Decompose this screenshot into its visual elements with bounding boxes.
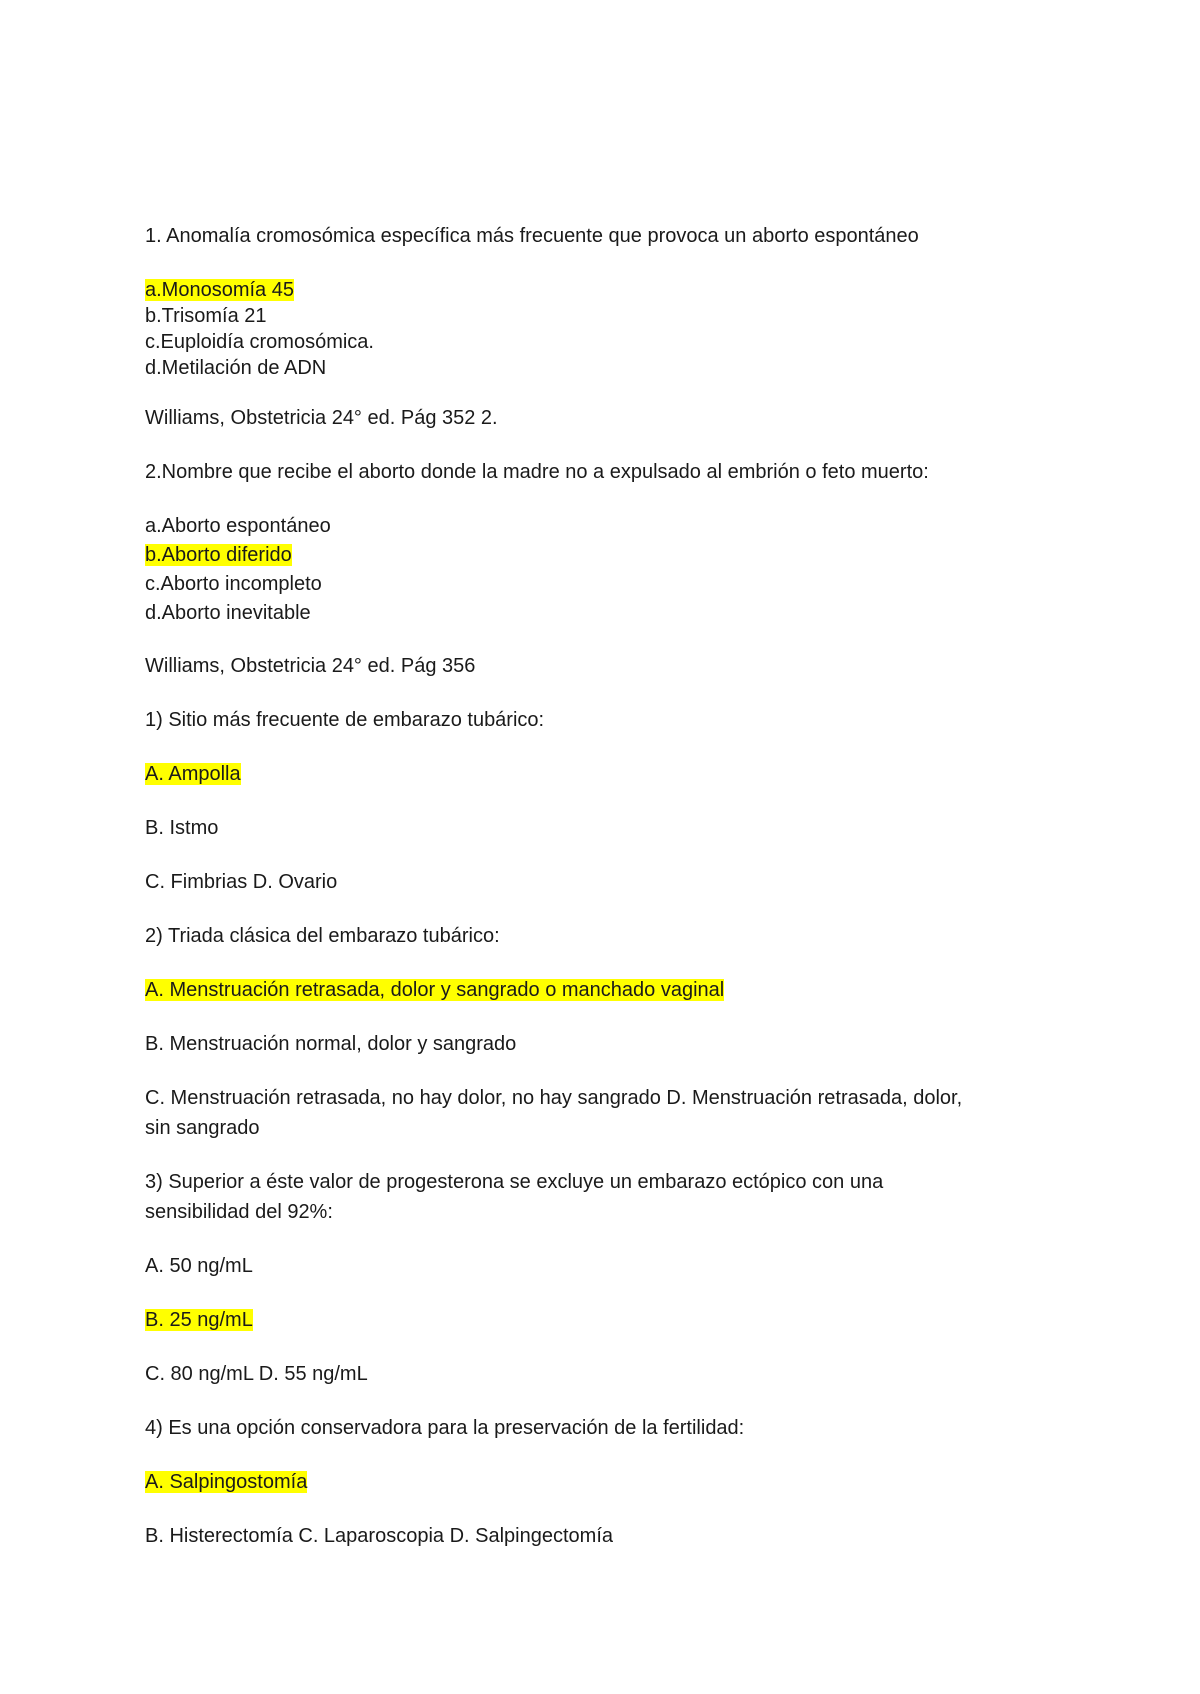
question-4-text: 2) Triada clásica del embarazo tubárico:: [145, 925, 500, 947]
question-4-option-cd-line2: sin sangrado: [145, 1117, 260, 1139]
question-4-option-b: B. Menstruación normal, dolor y sangrado: [145, 1033, 517, 1055]
question-1-option-d: d.Metilación de ADN: [145, 357, 327, 379]
question-1-option-a-correct: a.Monosomía 45: [145, 279, 294, 301]
question-3-option-b: B. Istmo: [145, 817, 219, 839]
question-3-option-cd: C. Fimbrias D. Ovario: [145, 871, 338, 893]
question-5-option-b-correct: B. 25 ng/mL: [145, 1309, 253, 1331]
question-4-option-cd-line1: C. Menstruación retrasada, no hay dolor, no hay sangrado D. Menstruación retrasada, dolor,: [145, 1087, 963, 1109]
question-5-text-line2: sensibilidad del 92%:: [145, 1201, 333, 1223]
question-5-text-line1: 3) Superior a éste valor de progesterona se excluye un embarazo ectópico con una: [145, 1171, 884, 1193]
question-2-option-a: a.Aborto espontáneo: [145, 515, 331, 537]
question-4-option-a-correct: A. Menstruación retrasada, dolor y sangrado o manchado vaginal: [145, 979, 725, 1001]
question-1-text: 1. Anomalía cromosómica específica más frecuente que provoca un aborto espontáneo: [145, 225, 919, 247]
question-6-option-a-correct: A. Salpingostomía: [145, 1471, 308, 1493]
question-5-option-a: A. 50 ng/mL: [145, 1255, 253, 1277]
question-2-option-b-correct: b.Aborto diferido: [145, 544, 292, 566]
question-6-text: 4) Es una opción conservadora para la preservación de la fertilidad:: [145, 1417, 745, 1439]
question-3-text: 1) Sitio más frecuente de embarazo tubárico:: [145, 709, 545, 731]
question-5-option-cd: C. 80 ng/mL D. 55 ng/mL: [145, 1363, 368, 1385]
question-1-option-b: b.Trisomía 21: [145, 305, 267, 327]
question-2-text: 2.Nombre que recibe el aborto donde la madre no a expulsado al embrión o feto muerto:: [145, 461, 929, 483]
question-1-option-c: c.Euploidía cromosómica.: [145, 331, 374, 353]
question-1-reference: Williams, Obstetricia 24° ed. Pág 352 2.: [145, 407, 498, 429]
question-3-option-a-correct: A. Ampolla: [145, 763, 241, 785]
question-2-reference: Williams, Obstetricia 24° ed. Pág 356: [145, 655, 476, 677]
question-2-option-d: d.Aborto inevitable: [145, 602, 311, 624]
question-6-option-bcd: B. Histerectomía C. Laparoscopia D. Salpingectomía: [145, 1525, 613, 1547]
question-2-option-c: c.Aborto incompleto: [145, 573, 322, 595]
